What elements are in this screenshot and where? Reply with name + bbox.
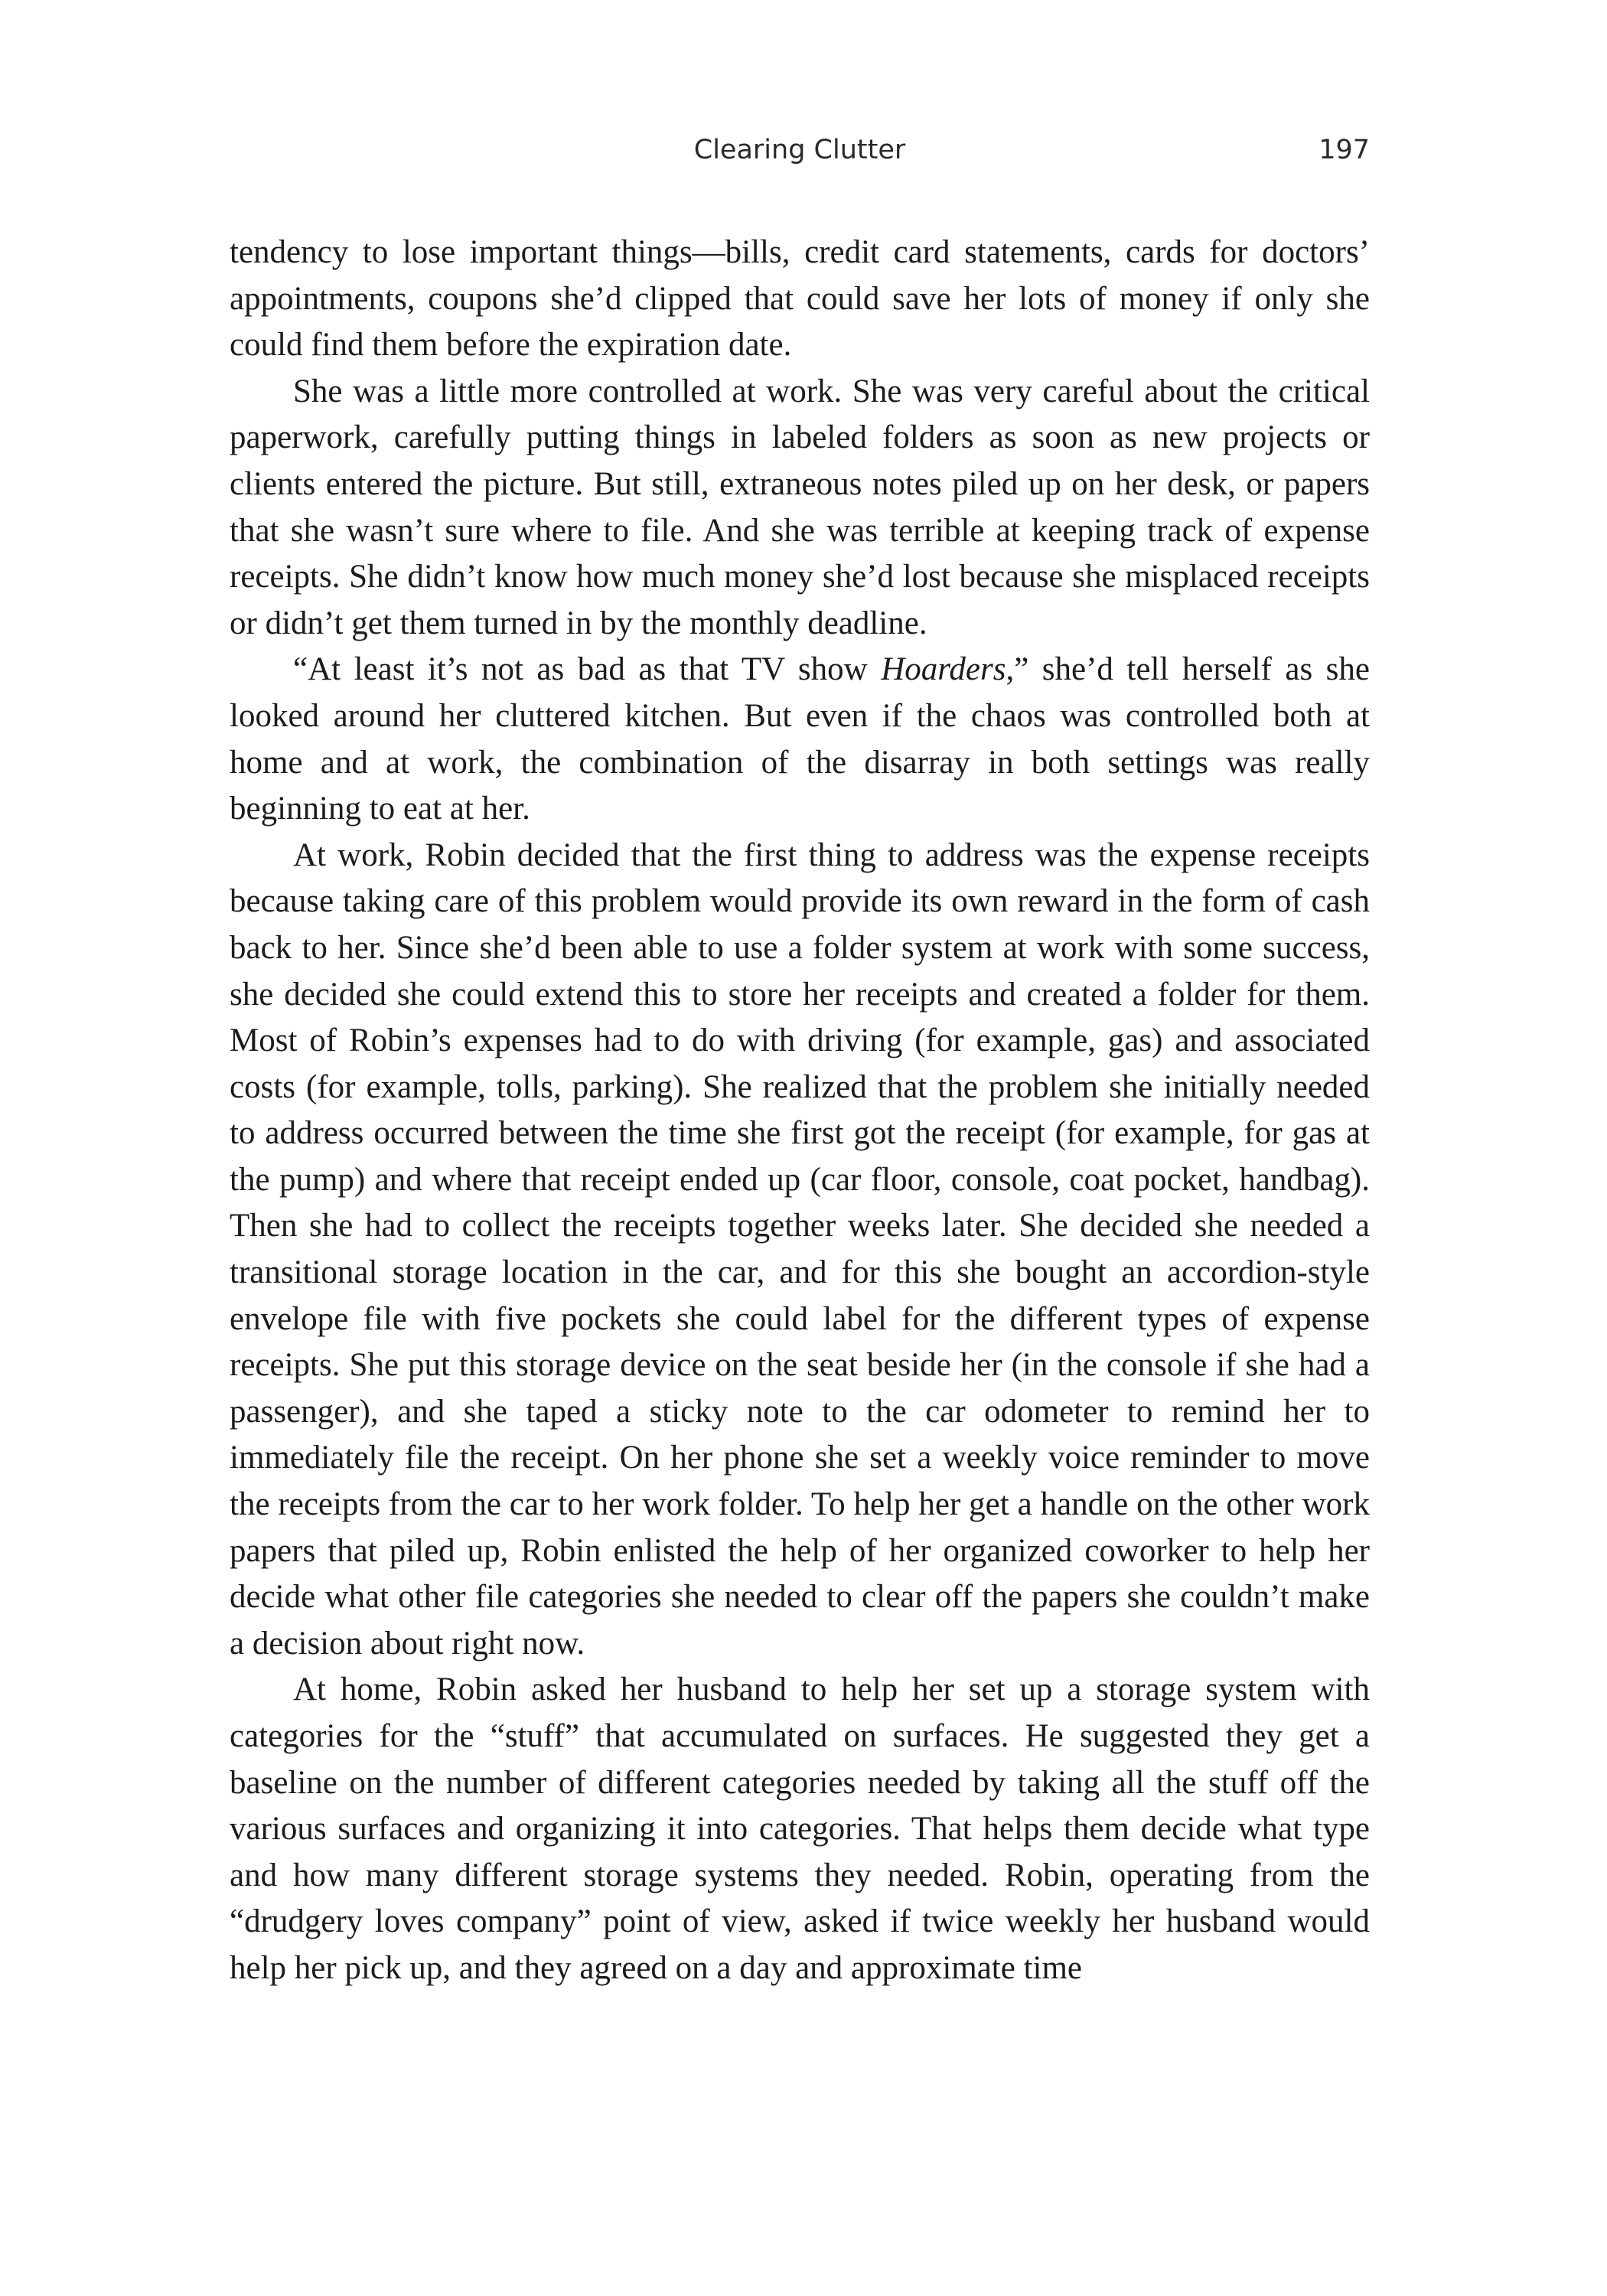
show-title-italic: Hoarders <box>881 651 1006 688</box>
paragraph-3 <box>230 647 1370 832</box>
paragraph-3-text-start: “At least it’s not as bad as that TV show <box>293 651 882 688</box>
page-number: 197 <box>1319 135 1370 165</box>
paragraph-1: tendency to lose important things—bills, credit card statements, cards for doctors’ appointments, coupons she’d clipped that could save her lots of money if only she could find them before the expiration date. <box>230 234 1370 364</box>
paragraph-2: She was a little more controlled at work. She was very careful about the critical paperwork, carefully putting things in labeled folders as soon as new projects or clients entered the picture. But still, extraneous notes piled up on her desk, or papers that she wasn’t sure where to file. And she was terrible at keeping track of expense receipts. She didn’t know how much money she’d lost because she misplaced receipts or didn’t get them turned in by the monthly deadline. <box>230 373 1370 641</box>
paragraph-5: At home, Robin asked her husband to help her set up a storage system with categories for the “stuff” that accumulated on surfaces. He suggested they get a baseline on the number of different categories needed by taking all the stuff off the various surfaces and organizing it into categories. That helps them decide what type and how many different storage systems they needed. Robin, operating from the “drudgery loves company” point of view, asked if twice weekly her husband would help her pick up, and they agreed on a day and approximate time <box>230 1671 1370 1986</box>
running-head <box>230 135 1370 173</box>
body-text <box>230 230 1370 1992</box>
paragraph-4: At work, Robin decided that the first thing to address was the expense receipts because taking care of this problem would provide its own reward in the form of cash back to her. Since she’d been able to use a folder system at work with some success, she decided she could extend this to store her receipts and created a folder for them. Most of Robin’s expenses had to do with driving (for example, gas) and associated costs (for example, tolls, parking). She realized that the problem she initially needed to address occurred between the time she first got the receipt (for example, for gas at the pump) and where that receipt ended up (car floor, console, coat pocket, handbag). Then she had to collect the receipts together weeks later. She decided she needed a transitional storage location in the car, and for this she bought an accordion-style envelope file with five pockets she could label for the different types of expense receipts. She put this storage device on the seat beside her (in the console if she had a passenger), and she taped a sticky note to the car odometer to remind her to immediately file the receipt. On her phone she set a weekly voice reminder to move the receipts from the car to her work folder. To help her get a handle on the other work papers that piled up, Robin enlisted the help of her organized coworker to help her decide what other file categories she needed to clear off the papers she couldn’t make a decision about right now. <box>230 837 1370 1662</box>
running-title: Clearing Clutter <box>693 135 906 165</box>
paragraph-3-text-end: ,” she’d tell herself as she looked around her cluttered kitchen. But even if the chaos was controlled both at home and at work, the combination of the disarray in both settings was really beginning to eat at her. <box>230 651 1370 827</box>
